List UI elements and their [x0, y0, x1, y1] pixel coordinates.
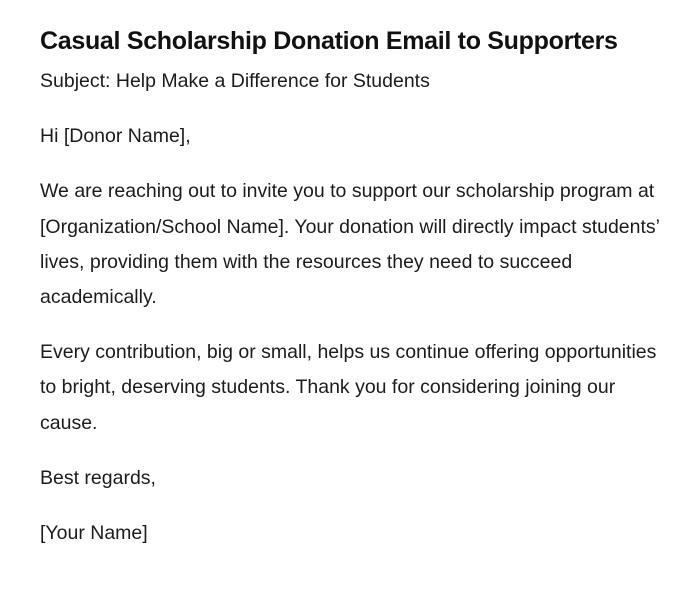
- email-signature: [Your Name]: [40, 522, 148, 545]
- email-body-paragraph-2: Every contribution, big or small, helps us continue offering opportunities to bright, deserving students. Thank you for considering joining our cause.: [40, 341, 657, 434]
- email-greeting: Hi [Donor Name],: [40, 125, 191, 148]
- email-subject: Subject: Help Make a Difference for Students: [40, 70, 430, 92]
- document-title: Casual Scholarship Donation Email to Supporters: [40, 27, 618, 55]
- email-body-paragraph-1: We are reaching out to invite you to support our scholarship program at [Organization/School Name]. Your donation will directly impact students’ lives, providing them with the resources they need to succeed academically.: [40, 180, 660, 309]
- email-closing: Best regards,: [40, 466, 156, 489]
- email-document: [40, 24, 670, 571]
